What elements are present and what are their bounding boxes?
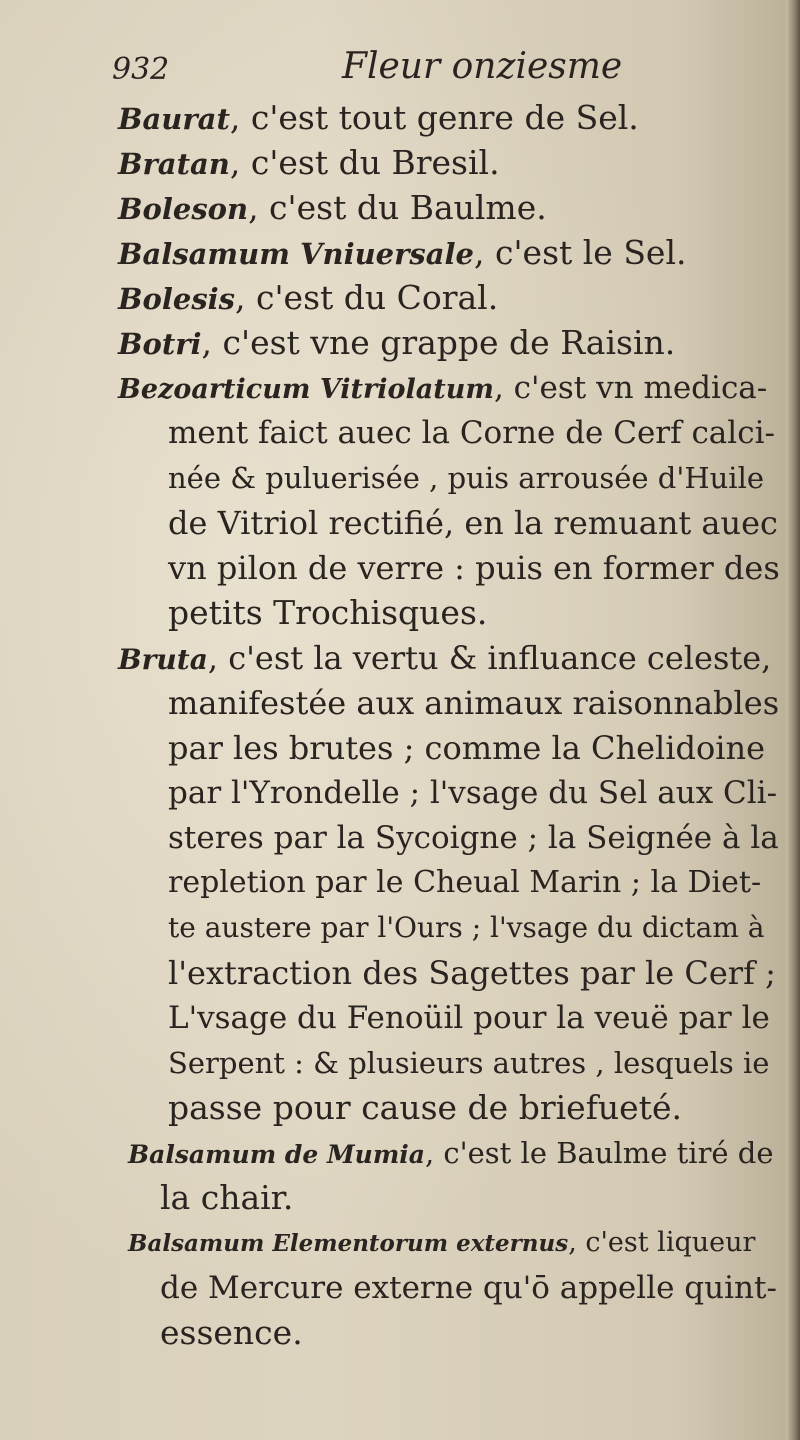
entry-term: Bezoarticum Vitriolatum	[118, 374, 494, 405]
entry-text: , c'est le Sel.	[474, 233, 687, 272]
entry-text: , c'est la vertu & influance celeste,	[207, 639, 772, 677]
entry-text: la chair.	[160, 1178, 294, 1217]
entry-text: , c'est vne grappe de Raisin.	[201, 323, 676, 362]
page-number: 932	[112, 52, 170, 87]
entry-term: Balsamum Vniuersale	[118, 237, 474, 271]
entry-text: L'vsage du Fenoüil pour la veuë par le	[168, 1000, 770, 1036]
entry-line	[118, 233, 687, 274]
entry-line	[118, 368, 767, 410]
entry-text: repletion par le Cheual Marin ; la Diet-	[168, 865, 762, 900]
entry-text: par les brutes ; comme la Chelidoine	[168, 729, 766, 767]
entry-line	[168, 1088, 682, 1128]
entry-line	[168, 1043, 769, 1083]
entry-text: manifestée aux animaux raisonnables	[168, 684, 780, 722]
running-title: Fleur onziesme	[342, 46, 623, 87]
entry-term: Bolesis	[118, 282, 235, 316]
entry-term: Bratan	[118, 147, 230, 181]
entry-term: Boleson	[118, 192, 249, 226]
entry-line	[160, 1178, 293, 1218]
entry-text: passe pour cause de briefueté.	[168, 1088, 682, 1127]
entry-text: , c'est du Baulme.	[248, 188, 547, 227]
entry-text: l'extraction des Sagettes par le Cerf ;	[168, 954, 776, 992]
entry-text: , c'est tout genre de Sel.	[229, 98, 639, 137]
entry-line	[118, 188, 547, 229]
entry-term: Balsamum Elementorum externus	[128, 1230, 569, 1257]
entry-text: de Vitriol rectifié, en la remuant auec	[168, 504, 778, 542]
entry-line	[168, 683, 779, 723]
entry-line	[118, 143, 500, 184]
entry-term: Botri	[118, 327, 202, 361]
entry-line	[160, 1313, 303, 1353]
entry-line	[128, 1223, 755, 1264]
entry-line	[128, 1133, 774, 1175]
entry-line	[168, 503, 778, 543]
entry-line	[168, 728, 765, 768]
entry-line	[168, 953, 776, 993]
entry-line	[168, 548, 780, 588]
entry-line	[168, 593, 487, 633]
entry-term: Balsamum de Mumia	[128, 1140, 425, 1169]
entry-line	[168, 863, 761, 903]
entry-line	[118, 323, 675, 364]
entry-text: Serpent : & plusieurs autres , lesquels ie	[168, 1046, 770, 1080]
entry-text: ment faict auec la Corne de Cerf calci-	[168, 415, 775, 451]
entry-text: par l'Yrondelle ; l'vsage du Sel aux Cli-	[168, 775, 778, 811]
entry-text: vn pilon de verre : puis en former des	[168, 549, 780, 587]
entry-text: steres par la Sycoigne ; la Seignée à la	[168, 820, 779, 856]
entry-line	[118, 638, 771, 680]
entry-text: , c'est du Bresil.	[229, 143, 500, 182]
entry-text: , c'est liqueur	[568, 1227, 756, 1258]
entry-text: te austere par l'Ours ; l'vsage du dictam à	[168, 911, 765, 944]
entry-term: Baurat	[118, 102, 230, 136]
entry-line	[168, 998, 770, 1038]
entry-text: petits Trochisques.	[168, 593, 488, 632]
entry-line	[168, 908, 764, 948]
entry-text: , c'est du Coral.	[235, 278, 499, 317]
entry-line	[168, 413, 775, 453]
entry-text: essence.	[160, 1313, 303, 1352]
entry-text: née & puluerisée , puis arrousée d'Huile	[168, 461, 765, 495]
entry-term: Bruta	[118, 643, 208, 676]
entry-line	[168, 458, 764, 498]
entry-line	[160, 1268, 777, 1308]
entry-line	[168, 773, 777, 813]
entry-line	[118, 98, 639, 139]
entry-line	[168, 818, 779, 858]
entry-text: de Mercure externe qu'ō appelle quint-	[160, 1270, 777, 1306]
entry-line	[118, 278, 498, 319]
entry-text: , c'est le Baulme tiré de	[424, 1136, 774, 1170]
entry-text: , c'est vn medica-	[493, 370, 768, 406]
